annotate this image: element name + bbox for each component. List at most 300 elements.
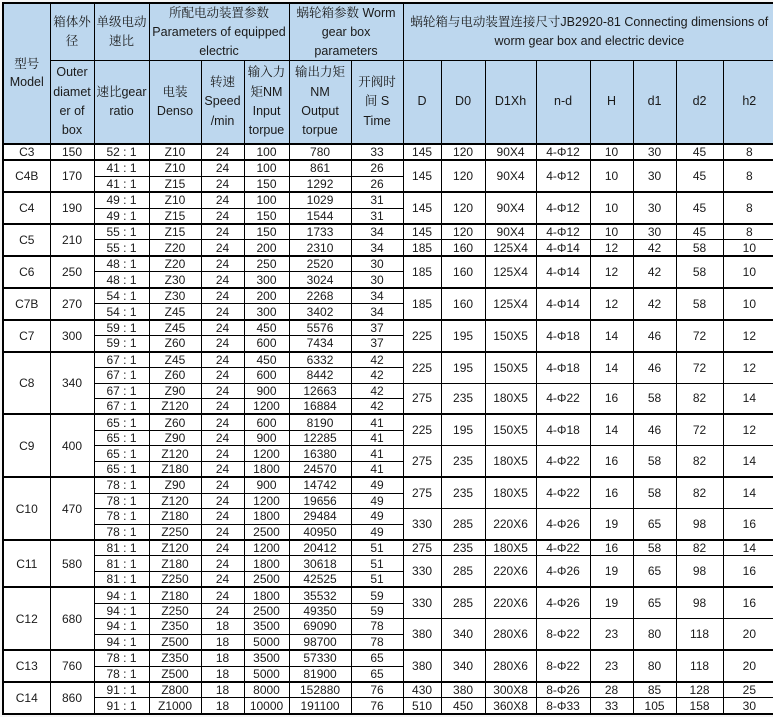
ratio-cell: 41 : 1 <box>94 160 149 176</box>
dim-d0-cell: 195 <box>441 414 485 445</box>
dim-h2-cell: 12 <box>723 320 773 352</box>
denso-cell: Z250 <box>149 524 201 540</box>
ratio-cell: 91 : 1 <box>94 682 149 698</box>
speed-cell: 24 <box>201 336 244 352</box>
dim-nd-cell: 4-Φ12 <box>536 224 590 240</box>
output-torque-cell: 16380 <box>289 446 351 461</box>
input-torque-cell: 150 <box>244 176 289 192</box>
ratio-cell: 55 : 1 <box>94 240 149 256</box>
time-cell: 30 <box>351 256 403 272</box>
dim-h-cell: 19 <box>590 556 633 587</box>
dim-d-cell: 225 <box>403 320 441 352</box>
table-row <box>3 509 773 524</box>
dim-nd-cell: 4-Φ26 <box>536 509 590 540</box>
dim-d1xh-cell: 180X5 <box>485 477 536 508</box>
dim-d2-cell: 72 <box>676 414 723 445</box>
dim-d1-cell: 58 <box>633 383 676 414</box>
output-torque-cell: 2310 <box>289 240 351 256</box>
output-torque-cell: 7434 <box>289 336 351 352</box>
dim-nd-cell: 4-Φ14 <box>536 288 590 320</box>
col-header-denso: 电装 Denso <box>149 61 201 144</box>
dim-d-cell: 275 <box>403 477 441 508</box>
diameter-cell: 170 <box>50 160 94 192</box>
model-cell: C4B <box>3 160 50 192</box>
dim-d0-cell: 235 <box>441 477 485 508</box>
dim-h-cell: 10 <box>590 160 633 192</box>
ratio-cell: 94 : 1 <box>94 634 149 650</box>
denso-cell: Z45 <box>149 320 201 336</box>
denso-cell: Z10 <box>149 192 201 208</box>
diameter-cell: 680 <box>50 587 94 650</box>
ratio-cell: 94 : 1 <box>94 619 149 634</box>
time-cell: 26 <box>351 160 403 176</box>
input-torque-cell: 8000 <box>244 682 289 698</box>
ratio-cell: 67 : 1 <box>94 398 149 414</box>
ratio-cell: 65 : 1 <box>94 446 149 461</box>
dim-d2-cell: 58 <box>676 288 723 320</box>
dim-d2-cell: 45 <box>676 224 723 240</box>
dim-h2-cell: 25 <box>723 682 773 698</box>
dim-d-cell: 145 <box>403 160 441 192</box>
col-header-outer-en: Outer diameter of box <box>50 61 94 144</box>
time-cell: 51 <box>351 540 403 556</box>
denso-cell: Z15 <box>149 224 201 240</box>
ratio-cell: 91 : 1 <box>94 698 149 714</box>
output-torque-cell: 12285 <box>289 430 351 445</box>
dim-d0-cell: 235 <box>441 446 485 477</box>
dim-d0-cell: 160 <box>441 240 485 256</box>
time-cell: 34 <box>351 240 403 256</box>
table-row <box>3 224 773 240</box>
input-torque-cell: 3500 <box>244 650 289 666</box>
dim-d-cell: 225 <box>403 352 441 383</box>
dim-d-cell: 185 <box>403 288 441 320</box>
denso-cell: Z45 <box>149 352 201 368</box>
output-torque-cell: 98700 <box>289 634 351 650</box>
dim-nd-cell: 4-Φ22 <box>536 540 590 556</box>
table-row <box>3 192 773 208</box>
ratio-cell: 78 : 1 <box>94 477 149 493</box>
denso-cell: Z500 <box>149 666 201 682</box>
diameter-cell: 250 <box>50 256 94 288</box>
input-torque-cell: 600 <box>244 414 289 430</box>
input-torque-cell: 300 <box>244 272 289 288</box>
dim-h-cell: 10 <box>590 224 633 240</box>
ratio-cell: 48 : 1 <box>94 256 149 272</box>
table-row <box>3 352 773 368</box>
dim-h-cell: 12 <box>590 256 633 288</box>
spec-table <box>2 2 773 715</box>
dim-d1xh-cell: 180X5 <box>485 540 536 556</box>
dim-d1-cell: 65 <box>633 509 676 540</box>
dim-h-cell: 16 <box>590 540 633 556</box>
input-torque-cell: 900 <box>244 383 289 398</box>
denso-cell: Z20 <box>149 256 201 272</box>
ratio-cell: 54 : 1 <box>94 304 149 320</box>
table-row <box>3 383 773 398</box>
ratio-cell: 78 : 1 <box>94 509 149 524</box>
col-header-time: 开阀时间 S Time <box>351 61 403 144</box>
speed-cell: 24 <box>201 446 244 461</box>
col-header-d0: D0 <box>441 61 485 144</box>
dim-h2-cell: 12 <box>723 414 773 445</box>
dim-d1-cell: 58 <box>633 540 676 556</box>
time-cell: 49 <box>351 524 403 540</box>
dim-h2-cell: 10 <box>723 240 773 256</box>
model-cell: C5 <box>3 224 50 256</box>
time-cell: 41 <box>351 446 403 461</box>
dim-h2-cell: 16 <box>723 556 773 587</box>
dim-d0-cell: 120 <box>441 224 485 240</box>
output-torque-cell: 19656 <box>289 493 351 508</box>
speed-cell: 24 <box>201 524 244 540</box>
input-torque-cell: 3500 <box>244 619 289 634</box>
table-row <box>3 240 773 256</box>
col-header-output-torque: 输出力矩 NM Output torpue <box>289 61 351 144</box>
dim-nd-cell: 4-Φ12 <box>536 160 590 192</box>
speed-cell: 24 <box>201 160 244 176</box>
speed-cell: 18 <box>201 666 244 682</box>
dim-d1xh-cell: 180X5 <box>485 446 536 477</box>
dim-h2-cell: 14 <box>723 477 773 508</box>
input-torque-cell: 1800 <box>244 556 289 571</box>
speed-cell: 18 <box>201 698 244 714</box>
dim-d1xh-cell: 125X4 <box>485 240 536 256</box>
input-torque-cell: 1800 <box>244 461 289 477</box>
diameter-cell: 300 <box>50 320 94 352</box>
input-torque-cell: 1200 <box>244 540 289 556</box>
input-torque-cell: 250 <box>244 256 289 272</box>
dim-d1xh-cell: 90X4 <box>485 224 536 240</box>
dim-d-cell: 380 <box>403 619 441 650</box>
input-torque-cell: 450 <box>244 352 289 368</box>
output-torque-cell: 6332 <box>289 352 351 368</box>
dim-d-cell: 510 <box>403 698 441 714</box>
speed-cell: 24 <box>201 240 244 256</box>
dim-nd-cell: 4-Φ26 <box>536 587 590 618</box>
speed-cell: 24 <box>201 176 244 192</box>
ratio-cell: 65 : 1 <box>94 414 149 430</box>
dim-d0-cell: 450 <box>441 698 485 714</box>
time-cell: 78 <box>351 634 403 650</box>
time-cell: 37 <box>351 320 403 336</box>
dim-d-cell: 330 <box>403 556 441 587</box>
dim-d2-cell: 45 <box>676 144 723 160</box>
dim-d0-cell: 285 <box>441 556 485 587</box>
diameter-cell: 270 <box>50 288 94 320</box>
speed-cell: 18 <box>201 634 244 650</box>
denso-cell: Z120 <box>149 446 201 461</box>
diameter-cell: 190 <box>50 192 94 224</box>
dim-d1-cell: 80 <box>633 650 676 682</box>
input-torque-cell: 2500 <box>244 603 289 618</box>
dim-d2-cell: 82 <box>676 540 723 556</box>
ratio-cell: 65 : 1 <box>94 461 149 477</box>
output-torque-cell: 57330 <box>289 650 351 666</box>
output-torque-cell: 49350 <box>289 603 351 618</box>
output-torque-cell: 780 <box>289 144 351 160</box>
dim-h-cell: 16 <box>590 383 633 414</box>
dim-d1-cell: 65 <box>633 556 676 587</box>
speed-cell: 18 <box>201 650 244 666</box>
speed-cell: 24 <box>201 571 244 587</box>
dim-h-cell: 33 <box>590 698 633 714</box>
dim-d2-cell: 98 <box>676 556 723 587</box>
dim-h2-cell: 10 <box>723 256 773 288</box>
denso-cell: Z60 <box>149 336 201 352</box>
speed-cell: 24 <box>201 430 244 445</box>
time-cell: 78 <box>351 619 403 634</box>
dim-d2-cell: 128 <box>676 682 723 698</box>
table-row <box>3 587 773 603</box>
denso-cell: Z30 <box>149 288 201 304</box>
ratio-cell: 54 : 1 <box>94 288 149 304</box>
output-torque-cell: 42525 <box>289 571 351 587</box>
dim-h2-cell: 14 <box>723 383 773 414</box>
table-row <box>3 540 773 556</box>
speed-cell: 24 <box>201 493 244 508</box>
dim-d-cell: 145 <box>403 192 441 224</box>
dim-h-cell: 12 <box>590 288 633 320</box>
denso-cell: Z500 <box>149 634 201 650</box>
time-cell: 41 <box>351 430 403 445</box>
dim-h2-cell: 14 <box>723 446 773 477</box>
time-cell: 41 <box>351 414 403 430</box>
dim-nd-cell: 4-Φ12 <box>536 192 590 224</box>
dim-h-cell: 23 <box>590 650 633 682</box>
dim-d1-cell: 42 <box>633 288 676 320</box>
dim-d1xh-cell: 125X4 <box>485 256 536 288</box>
dim-d1xh-cell: 360X8 <box>485 698 536 714</box>
dim-d1xh-cell: 150X5 <box>485 352 536 383</box>
dim-h2-cell: 16 <box>723 587 773 618</box>
col-header-ratio-en: 速比gear ratio <box>94 61 149 144</box>
denso-cell: Z10 <box>149 144 201 160</box>
input-torque-cell: 300 <box>244 304 289 320</box>
output-torque-cell: 3024 <box>289 272 351 288</box>
time-cell: 41 <box>351 461 403 477</box>
dim-d2-cell: 58 <box>676 256 723 288</box>
dim-d0-cell: 160 <box>441 288 485 320</box>
dim-h2-cell: 30 <box>723 698 773 714</box>
speed-cell: 24 <box>201 192 244 208</box>
speed-cell: 24 <box>201 288 244 304</box>
model-cell: C7 <box>3 320 50 352</box>
speed-cell: 18 <box>201 619 244 634</box>
output-torque-cell: 8190 <box>289 414 351 430</box>
time-cell: 31 <box>351 208 403 224</box>
time-cell: 49 <box>351 509 403 524</box>
speed-cell: 24 <box>201 398 244 414</box>
dim-d0-cell: 380 <box>441 682 485 698</box>
dim-d-cell: 185 <box>403 240 441 256</box>
speed-cell: 24 <box>201 256 244 272</box>
output-torque-cell: 8442 <box>289 368 351 383</box>
dim-d2-cell: 118 <box>676 650 723 682</box>
table-row <box>3 144 773 160</box>
table-row <box>3 446 773 461</box>
dim-nd-cell: 4-Φ14 <box>536 256 590 288</box>
dim-d-cell: 430 <box>403 682 441 698</box>
denso-cell: Z60 <box>149 368 201 383</box>
dim-d1-cell: 30 <box>633 224 676 240</box>
dim-d0-cell: 195 <box>441 352 485 383</box>
table-body <box>3 144 773 714</box>
dim-h-cell: 14 <box>590 352 633 383</box>
model-cell: C4 <box>3 192 50 224</box>
dim-d0-cell: 235 <box>441 383 485 414</box>
time-cell: 34 <box>351 224 403 240</box>
input-torque-cell: 10000 <box>244 698 289 714</box>
dim-h2-cell: 14 <box>723 540 773 556</box>
dim-d1-cell: 42 <box>633 240 676 256</box>
input-torque-cell: 200 <box>244 288 289 304</box>
model-cell: C14 <box>3 682 50 714</box>
denso-cell: Z90 <box>149 477 201 493</box>
table-row <box>3 556 773 571</box>
dim-d1xh-cell: 125X4 <box>485 288 536 320</box>
denso-cell: Z120 <box>149 540 201 556</box>
dim-nd-cell: 4-Φ14 <box>536 240 590 256</box>
time-cell: 65 <box>351 666 403 682</box>
dim-d2-cell: 72 <box>676 352 723 383</box>
time-cell: 65 <box>351 650 403 666</box>
time-cell: 31 <box>351 192 403 208</box>
input-torque-cell: 1200 <box>244 446 289 461</box>
dim-d1-cell: 30 <box>633 160 676 192</box>
dim-d0-cell: 285 <box>441 509 485 540</box>
ratio-cell: 41 : 1 <box>94 176 149 192</box>
diameter-cell: 580 <box>50 540 94 587</box>
dim-nd-cell: 4-Φ22 <box>536 446 590 477</box>
time-cell: 76 <box>351 682 403 698</box>
denso-cell: Z250 <box>149 603 201 618</box>
dim-h-cell: 28 <box>590 682 633 698</box>
col-header-connect-group: 蜗轮箱与电动装置连接尺寸JB2920-81 Connecting dimensions of worm gear box and electric device <box>403 3 773 61</box>
output-torque-cell: 1029 <box>289 192 351 208</box>
table-row <box>3 288 773 304</box>
dim-d0-cell: 120 <box>441 144 485 160</box>
diameter-cell: 470 <box>50 477 94 540</box>
table-row <box>3 682 773 698</box>
ratio-cell: 94 : 1 <box>94 587 149 603</box>
denso-cell: Z120 <box>149 398 201 414</box>
dim-nd-cell: 4-Φ18 <box>536 414 590 445</box>
speed-cell: 24 <box>201 368 244 383</box>
dim-d0-cell: 285 <box>441 587 485 618</box>
diameter-cell: 210 <box>50 224 94 256</box>
time-cell: 49 <box>351 477 403 493</box>
dim-nd-cell: 8-Φ22 <box>536 650 590 682</box>
ratio-cell: 78 : 1 <box>94 493 149 508</box>
dim-d-cell: 275 <box>403 383 441 414</box>
ratio-cell: 59 : 1 <box>94 320 149 336</box>
output-torque-cell: 191100 <box>289 698 351 714</box>
time-cell: 42 <box>351 383 403 398</box>
time-cell: 59 <box>351 587 403 603</box>
col-header-n-d: n-d <box>536 61 590 144</box>
time-cell: 26 <box>351 176 403 192</box>
model-cell: C10 <box>3 477 50 540</box>
dim-d0-cell: 160 <box>441 256 485 288</box>
dim-d1-cell: 46 <box>633 352 676 383</box>
dim-d-cell: 330 <box>403 587 441 618</box>
ratio-cell: 55 : 1 <box>94 224 149 240</box>
input-torque-cell: 200 <box>244 240 289 256</box>
input-torque-cell: 1200 <box>244 398 289 414</box>
dim-d2-cell: 82 <box>676 477 723 508</box>
col-header-d: D <box>403 61 441 144</box>
dim-h2-cell: 10 <box>723 288 773 320</box>
model-cell: C6 <box>3 256 50 288</box>
output-torque-cell: 30618 <box>289 556 351 571</box>
dim-nd-cell: 8-Φ22 <box>536 619 590 650</box>
output-torque-cell: 12663 <box>289 383 351 398</box>
input-torque-cell: 100 <box>244 192 289 208</box>
dim-d1xh-cell: 220X6 <box>485 587 536 618</box>
speed-cell: 24 <box>201 272 244 288</box>
dim-nd-cell: 8-Φ33 <box>536 698 590 714</box>
ratio-cell: 81 : 1 <box>94 571 149 587</box>
speed-cell: 24 <box>201 144 244 160</box>
dim-h-cell: 14 <box>590 414 633 445</box>
denso-cell: Z20 <box>149 240 201 256</box>
dim-h-cell: 16 <box>590 477 633 508</box>
denso-cell: Z30 <box>149 272 201 288</box>
output-torque-cell: 5576 <box>289 320 351 336</box>
dim-d-cell: 185 <box>403 256 441 288</box>
output-torque-cell: 1292 <box>289 176 351 192</box>
ratio-cell: 78 : 1 <box>94 524 149 540</box>
denso-cell: Z45 <box>149 304 201 320</box>
dim-d1xh-cell: 180X5 <box>485 383 536 414</box>
speed-cell: 24 <box>201 556 244 571</box>
denso-cell: Z180 <box>149 556 201 571</box>
ratio-cell: 81 : 1 <box>94 540 149 556</box>
output-torque-cell: 20412 <box>289 540 351 556</box>
speed-cell: 24 <box>201 540 244 556</box>
input-torque-cell: 600 <box>244 336 289 352</box>
speed-cell: 24 <box>201 414 244 430</box>
dim-d-cell: 145 <box>403 224 441 240</box>
col-header-ratio-zh: 单级电动速比 <box>94 3 149 61</box>
col-header-speed: 转速 Speed /min <box>201 61 244 144</box>
dim-d2-cell: 45 <box>676 160 723 192</box>
dim-h2-cell: 8 <box>723 144 773 160</box>
speed-cell: 18 <box>201 682 244 698</box>
dim-nd-cell: 4-Φ22 <box>536 383 590 414</box>
diameter-cell: 340 <box>50 352 94 415</box>
denso-cell: Z800 <box>149 682 201 698</box>
col-header-wormbox-group: 蜗轮箱参数 Worm gear box parameters <box>289 3 403 61</box>
col-header-d1: d1 <box>633 61 676 144</box>
denso-cell: Z90 <box>149 430 201 445</box>
dim-d1-cell: 85 <box>633 682 676 698</box>
output-torque-cell: 1733 <box>289 224 351 240</box>
ratio-cell: 78 : 1 <box>94 650 149 666</box>
dim-d2-cell: 118 <box>676 619 723 650</box>
ratio-cell: 49 : 1 <box>94 192 149 208</box>
dim-h-cell: 14 <box>590 320 633 352</box>
dim-nd-cell: 4-Φ18 <box>536 352 590 383</box>
time-cell: 37 <box>351 336 403 352</box>
dim-d2-cell: 82 <box>676 446 723 477</box>
time-cell: 42 <box>351 352 403 368</box>
speed-cell: 24 <box>201 224 244 240</box>
dim-d-cell: 145 <box>403 144 441 160</box>
output-torque-cell: 24570 <box>289 461 351 477</box>
col-header-d1xh: D1Xh <box>485 61 536 144</box>
